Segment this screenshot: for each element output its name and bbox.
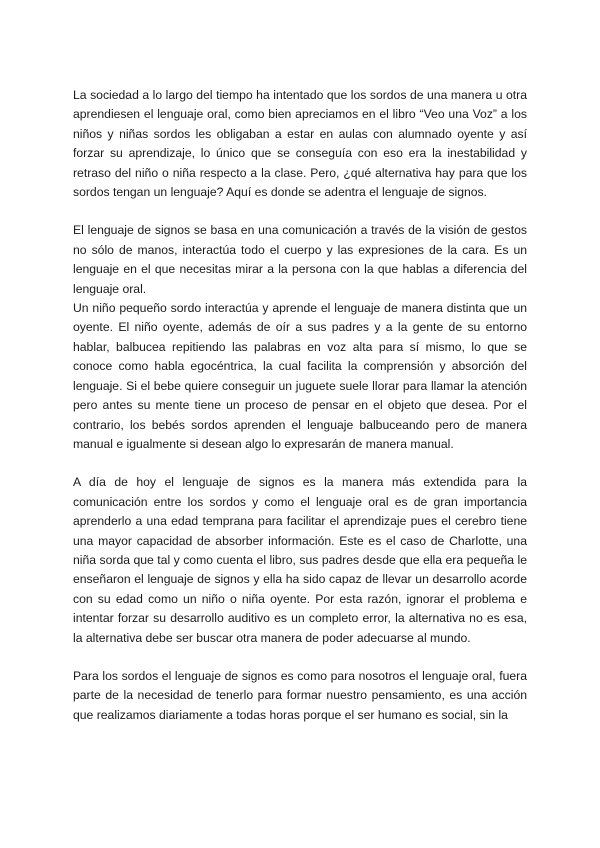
paragraph-spacer (73, 648, 527, 667)
paragraph-3: Un niño pequeño sordo interactúa y aprende el lenguaje de manera distinta que un oyente. El niño oyente, además de oír a sus padres y a la gente de su entorno hablar, balbucea repitiendo las palabras en voz alta para sí mismo, lo que se conoce como habla egocéntrica, la cual facilita la comprensión y absorción del lenguaje. Si el bebe quiere conseguir un juguete suele llorar para llamar la atención pero antes su mente tiene un proceso de pensar en el objeto que desea. Por el contrario, los bebés sordos aprenden el lenguaje balbuceando pero de manera manual e igualmente si desean algo lo expresarán de manera manual. (73, 301, 527, 451)
paragraph-5: Para los sordos el lenguaje de signos es como para nosotros el lenguaje oral, fuera parte de la necesidad de tenerlo para formar nuestro pensamiento, es una acción que realizamos diariamente a todas horas porque el ser humano es social, sin la (73, 668, 527, 722)
paragraph-spacer (73, 454, 527, 473)
paragraph-spacer (73, 202, 527, 221)
paragraph-1: La sociedad a lo largo del tiempo ha intentado que los sordos de una manera u otra aprendiesen el lenguaje oral, como bien apreciamos en el libro “Veo una Voz” a los niños y niñas sordos les obligaban a estar en aulas con alumnado oyente y así forzar su aprendizaje, lo único que se conseguía con eso era la inestabilidad y retraso del niño o niña respecto a la clase. Pero, ¿qué alternativa hay para que los sordos tengan un lenguaje? Aquí es donde se adentra el lenguaje de signos. (73, 88, 527, 200)
paragraph-2: El lenguaje de signos se basa en una comunicación a través de la visión de gestos no sólo de manos, interactúa todo el cuerpo y las expresiones de la cara. Es un lenguaje en el que necesitas mirar a la persona con la que hablas a diferencia del lenguaje oral. (73, 223, 527, 296)
document-page (73, 86, 527, 725)
paragraph-4: A día de hoy el lenguaje de signos es la manera más extendida para la comunicación entre los sordos y como el lenguaje oral es de gran importancia aprenderlo a una edad temprana para facilitar el aprendizaje pues el cerebro tiene una mayor capacidad de absorber información. Este es el caso de Charlotte, una niña sorda que tal y como cuenta el libro, sus padres desde que ella era pequeña le enseñaron el lenguaje de signos y ella ha sido capaz de llevar un desarrollo acorde con su edad como un niño o niña oyente. Por esta razón, ignorar el problema e intentar forzar su desarrollo auditivo es un completo error, la alternativa no es esa, la alternativa debe ser buscar otra manera de poder adecuarse al mundo. (73, 475, 527, 645)
